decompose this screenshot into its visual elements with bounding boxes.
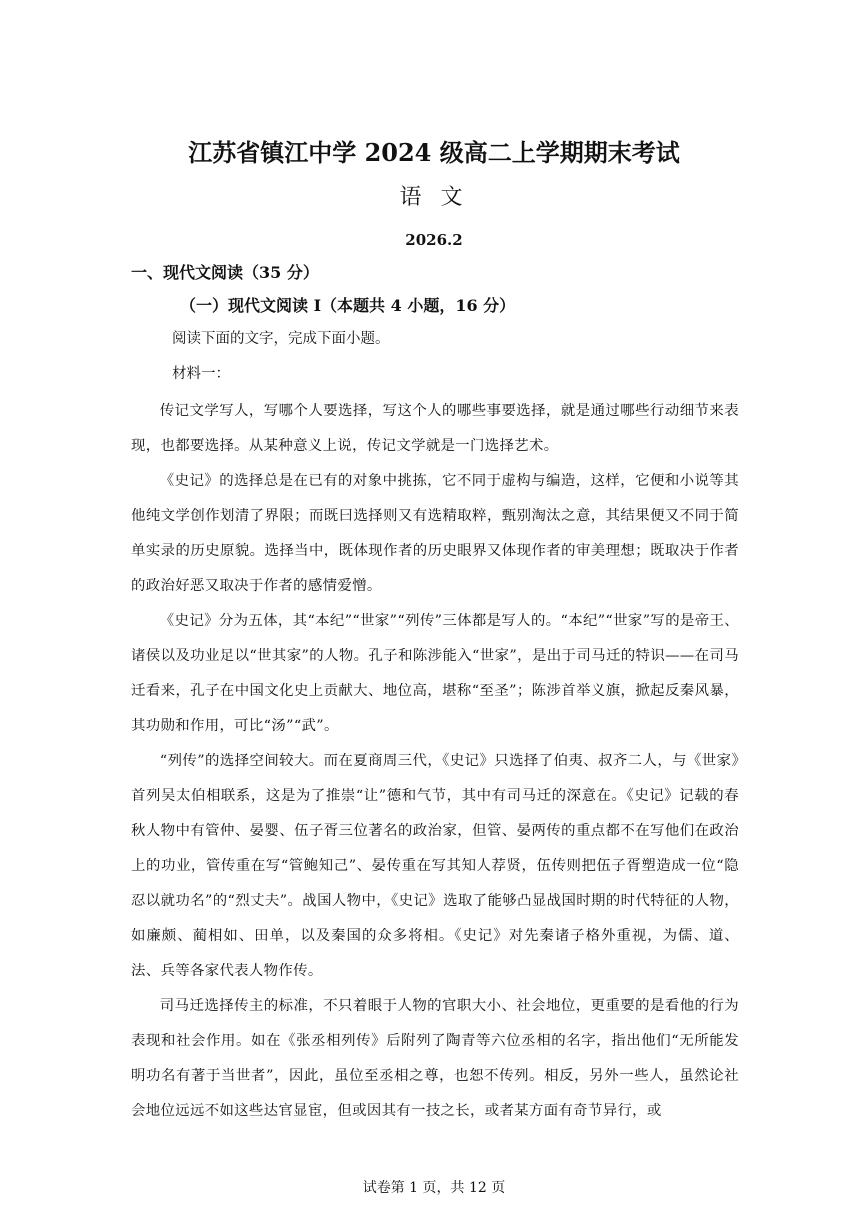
material-label: 材料一：: [172, 366, 230, 382]
paragraph-4: “列传”的选择空间较大。而在夏商周三代，《史记》只选择了伯夷、叔齐二人，与《世家》首列吴太伯相联系，这是为了推崇“让”德和气节，其中有司马迁的深意在。《史记》记载的春秋人物中有管仲、晏婴、伍子胥三位著名的政治家，但管、晏两传的重点都不在写他们在政治上的功业，管传重在写“管鲍知己”、晏传重在写其知人荐贤，伍传则把伍子胥塑造成一位“隐忍以就功名”的“烈丈夫”。战国人物中，《史记》选取了能够凸显战国时期的时代特征的人物，如廉颇、蔺相如、田单，以及秦国的众多将相。《史记》对先秦诸子格外重视，为儒、道、法、兵等各家代表人物作传。: [131, 753, 739, 979]
article-body: [131, 394, 739, 1129]
paragraph-3: 《史记》分为五体，其“本纪”“世家”“列传”三体都是写人的。“本纪”“世家”写的是帝王、诸侯以及功业足以“世其家”的人物。孔子和陈涉能入“世家”，是出于司马迁的特识——在司马迁看来，孔子在中国文化史上贡献大、地位高，堪称“至圣”；陈涉首举义旗，掀起反秦风暴，其功勋和作用，可比“汤”“武”。: [131, 613, 739, 734]
paragraph-1: 传记文学写人，写哪个人要选择，写这个人的哪些事要选择，就是通过哪些行动细节来表现，也都要选择。从某种意义上说，传记文学就是一门选择艺术。: [131, 403, 739, 454]
section-heading: 一、现代文阅读（35 分）: [131, 263, 319, 282]
exam-date: 2026.2: [405, 231, 463, 249]
paragraph-5: 司马迁选择传主的标准，不只着眼于人物的官职大小、社会地位，更重要的是看他的行为表现和社会作用。如在《张丞相列传》后附列了陶青等六位丞相的名字，指出他们“无所能发明功名有著于当世者”，因此，虽位至丞相之尊，也恕不传列。相反，另外一些人，虽然论社会地位远远不如这些达官显宦，但或因其有一技之长，或者某方面有奇节异行，或: [131, 998, 739, 1119]
exam-subject: 语 文: [399, 185, 469, 210]
subsection-heading: （一）现代文阅读 I（本题共 4 小题，16 分）: [180, 296, 516, 315]
paragraph-2: 《史记》的选择总是在已有的对象中挑拣，它不同于虚构与编造，这样，它便和小说等其他纯文学创作划清了界限；而既曰选择则又有选精取粹，甄别淘汰之意，其结果便又不同于简单实录的历史原貌。选择当中，既体现作者的历史眼界又体现作者的审美理想；既取决于作者的政治好恶又取决于作者的感情爱憎。: [131, 473, 739, 594]
page-footer: 试卷第 1 页，共 12 页: [362, 1180, 506, 1196]
exam-title: 江苏省镇江中学 2024 级高二上学期期末考试: [188, 138, 680, 167]
reading-instruction: 阅读下面的文字，完成下面小题。: [172, 331, 390, 347]
